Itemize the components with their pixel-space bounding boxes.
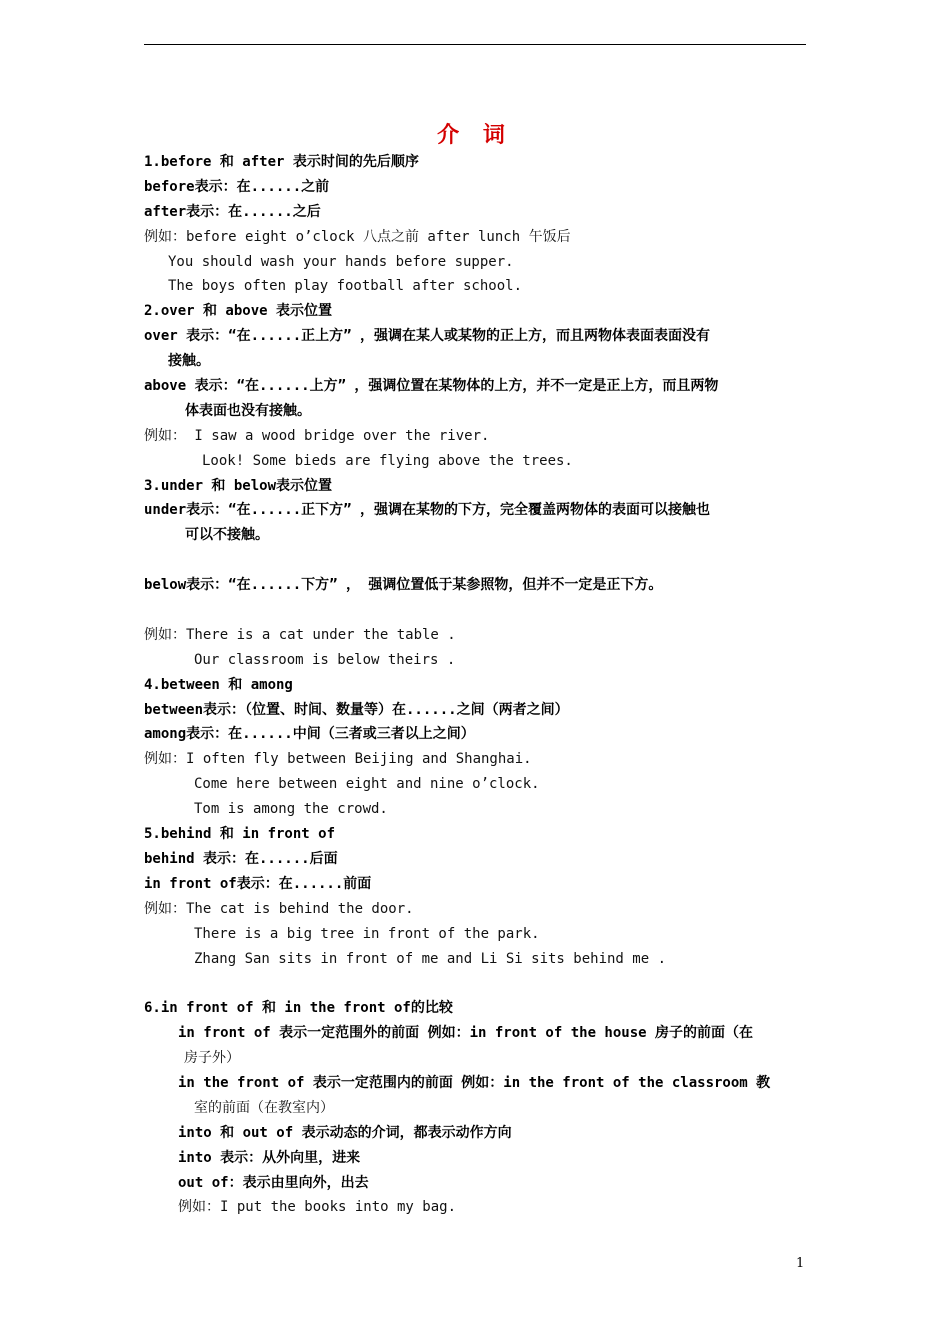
blank-line: [144, 971, 808, 996]
example-line: 例如：before eight o’clock 八点之前 after lunch 午饭后: [144, 228, 571, 245]
definition-line: into 表示：从外向里，进来: [178, 1149, 361, 1166]
section-heading-between-among: 4.between 和 among: [144, 676, 293, 693]
definition-line: under表示：“在......正下方” ，强调在某物的下方，完全覆盖两物体的表面可以接触也: [144, 502, 710, 519]
example-line: 例如：I often fly between Beijing and Shanghai.: [144, 751, 532, 768]
blank-line: [144, 548, 808, 573]
header-rule: [144, 44, 806, 45]
section-heading-behind-in-front-of: 5.behind 和 in front of: [144, 826, 336, 843]
example-line: 例如： I saw a wood bridge over the river.: [144, 427, 490, 444]
section-heading-under-below: 3.under 和 below表示位置: [144, 477, 333, 494]
example-line: You should wash your hands before supper.: [168, 253, 514, 270]
definition-continuation: 体表面也没有接触。: [185, 402, 311, 419]
section-heading-before-after: 1.before 和 after 表示时间的先后顺序: [144, 154, 419, 170]
definition-line: out of：表示由里向外，出去: [178, 1174, 369, 1191]
example-line: Zhang San sits in front of me and Li Si sits behind me .: [194, 950, 667, 967]
example-line: 例如：There is a cat under the table .: [144, 626, 456, 643]
example-line: Our classroom is below theirs .: [194, 651, 456, 668]
example-line: 例如：I put the books into my bag.: [178, 1199, 457, 1216]
definition-line: behind 表示：在......后面: [144, 850, 338, 867]
definition-line: over 表示：“在......正上方” ，强调在某人或某物的正上方，而且两物体表面表面没有: [144, 328, 710, 345]
section-heading-over-above: 2.over 和 above 表示位置: [144, 303, 333, 320]
definition-line: above 表示：“在......上方” ，强调位置在某物体的上方，并不一定是正上方，而且两物: [144, 378, 719, 395]
page-title: 介 词: [437, 122, 513, 148]
definition-continuation: 接触。: [168, 353, 210, 370]
example-line: Tom is among the crowd.: [194, 801, 388, 818]
example-line: Look! Some bieds are flying above the trees.: [202, 452, 573, 469]
definition-line: in front of 表示一定范围外的前面 例如：in front of the house 房子的前面（在: [178, 1025, 754, 1042]
definition-line: into 和 out of 表示动态的介词，都表示动作方向: [178, 1124, 512, 1141]
definition-continuation: 室的前面（在教室内）: [194, 1099, 334, 1116]
definition-line: between表示：（位置、时间、数量等）在......之间（两者之间）: [144, 701, 569, 718]
definition-continuation: 可以不接触。: [185, 527, 269, 544]
definition-line: among表示：在......中间（三者或三者以上之间）: [144, 726, 475, 743]
definition-line: below表示：“在......下方” ， 强调位置低于某参照物，但并不一定是正下方。: [144, 577, 663, 594]
definition-line: in front of表示：在......前面: [144, 875, 372, 892]
definition-line: after表示：在......之后: [144, 203, 321, 220]
document-body: [144, 150, 808, 1220]
page-number: 1: [796, 1256, 805, 1271]
definition-line: in the front of 表示一定范围内的前面 例如：in the front of the classroom 教: [178, 1074, 771, 1091]
definition-continuation: 房子外）: [184, 1050, 240, 1067]
example-line: 例如：The cat is behind the door.: [144, 900, 414, 917]
example-line: There is a big tree in front of the park.: [194, 925, 540, 942]
example-line: The boys often play football after school.: [168, 278, 523, 295]
example-line: Come here between eight and nine o’clock.: [194, 776, 540, 793]
definition-line: before表示：在......之前: [144, 178, 330, 195]
section-heading-comparison: 6.in front of 和 in the front of的比较: [144, 1000, 453, 1017]
blank-line: [144, 598, 808, 623]
